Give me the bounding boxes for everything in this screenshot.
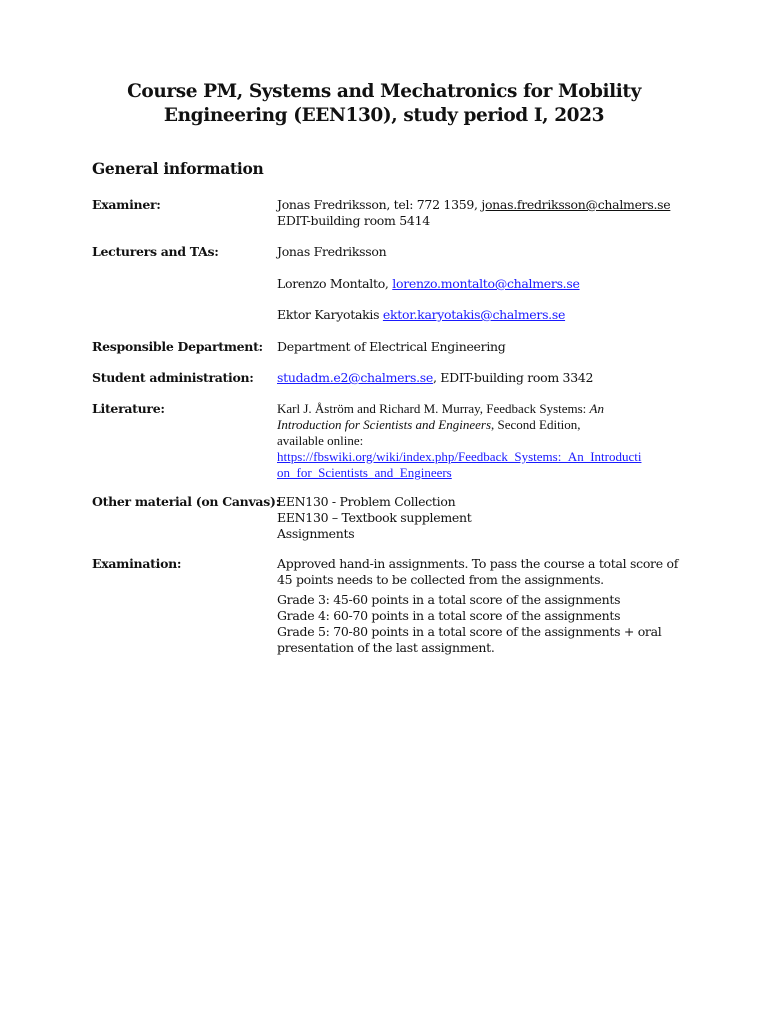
examination-para-line-1: Approved hand-in assignments. To pass the course a total score of xyxy=(277,556,679,571)
student-admin-room: , EDIT-building room 3342 xyxy=(432,370,594,385)
examination-para-line-2: 45 points needs to be collected from the assignments. xyxy=(277,572,604,587)
literature-available: available online: xyxy=(277,433,364,448)
document-title xyxy=(92,80,676,128)
lecturer-2-name: Lorenzo Montalto, xyxy=(277,276,393,291)
other-material-item: EEN130 - Problem Collection xyxy=(277,494,456,509)
literature-authors: Karl J. Åström and Richard M. Murray, Feedback Systems: xyxy=(277,401,590,416)
examiner-label: Examiner: xyxy=(92,197,161,212)
section-heading: General information xyxy=(92,159,264,178)
grade-5-line-1: Grade 5: 70-80 points in a total score of the assignments + oral xyxy=(277,624,662,639)
literature-url-line-2[interactable]: on_for_Scientists_and_Engineers xyxy=(277,465,452,480)
literature-url-line-1[interactable]: https://fbswiki.org/wiki/index.php/Feedback_Systems:_An_Introducti xyxy=(277,449,642,464)
lecturer-3 xyxy=(277,307,687,323)
student-admin-email-link[interactable]: studadm.e2@chalmers.se xyxy=(277,370,433,385)
lecturer-2 xyxy=(277,276,687,292)
grade-4: Grade 4: 60-70 points in a total score of the assignments xyxy=(277,608,621,623)
lecturer-1: Jonas Fredriksson xyxy=(277,244,387,259)
lecturer-2-email-link[interactable]: lorenzo.montalto@chalmers.se xyxy=(392,276,580,291)
other-material-item: EEN130 – Textbook supplement xyxy=(277,510,472,525)
examination-value xyxy=(277,556,687,656)
other-material-list xyxy=(277,494,687,542)
grade-3: Grade 3: 45-60 points in a total score of the assignments xyxy=(277,592,621,607)
lecturers-label: Lecturers and TAs: xyxy=(92,244,219,259)
grade-5-line-2: presentation of the last assignment. xyxy=(277,640,495,655)
department-value: Department of Electrical Engineering xyxy=(277,339,506,354)
examiner-room: EDIT-building room 5414 xyxy=(277,213,430,228)
student-admin-label: Student administration: xyxy=(92,370,254,385)
literature-title-part-2: Introduction for Scientists and Engineers xyxy=(277,417,491,432)
student-admin-value xyxy=(277,370,687,386)
title-line-2: Engineering (EEN130), study period I, 2023 xyxy=(163,105,605,126)
lecturers-value xyxy=(277,244,687,260)
title-line-1: Course PM, Systems and Mechatronics for Mobility xyxy=(127,81,641,102)
literature-edition: , Second Edition, xyxy=(491,417,581,432)
literature-value xyxy=(277,401,687,481)
department-label: Responsible Department: xyxy=(92,339,263,354)
examination-label: Examination: xyxy=(92,556,182,571)
literature-title-part-1: An xyxy=(589,401,604,416)
literature-label: Literature: xyxy=(92,401,165,416)
lecturer-3-name: Ektor Karyotakis xyxy=(277,307,383,322)
other-material-label: Other material (on Canvas): xyxy=(92,494,280,509)
examiner-value xyxy=(277,197,687,229)
other-material-item: Assignments xyxy=(277,526,355,541)
examiner-name-tel: Jonas Fredriksson, tel: 772 1359, xyxy=(277,197,482,212)
examiner-email-link[interactable]: jonas.fredriksson@chalmers.se xyxy=(481,197,671,212)
lecturer-3-email-link[interactable]: ektor.karyotakis@chalmers.se xyxy=(382,307,566,322)
